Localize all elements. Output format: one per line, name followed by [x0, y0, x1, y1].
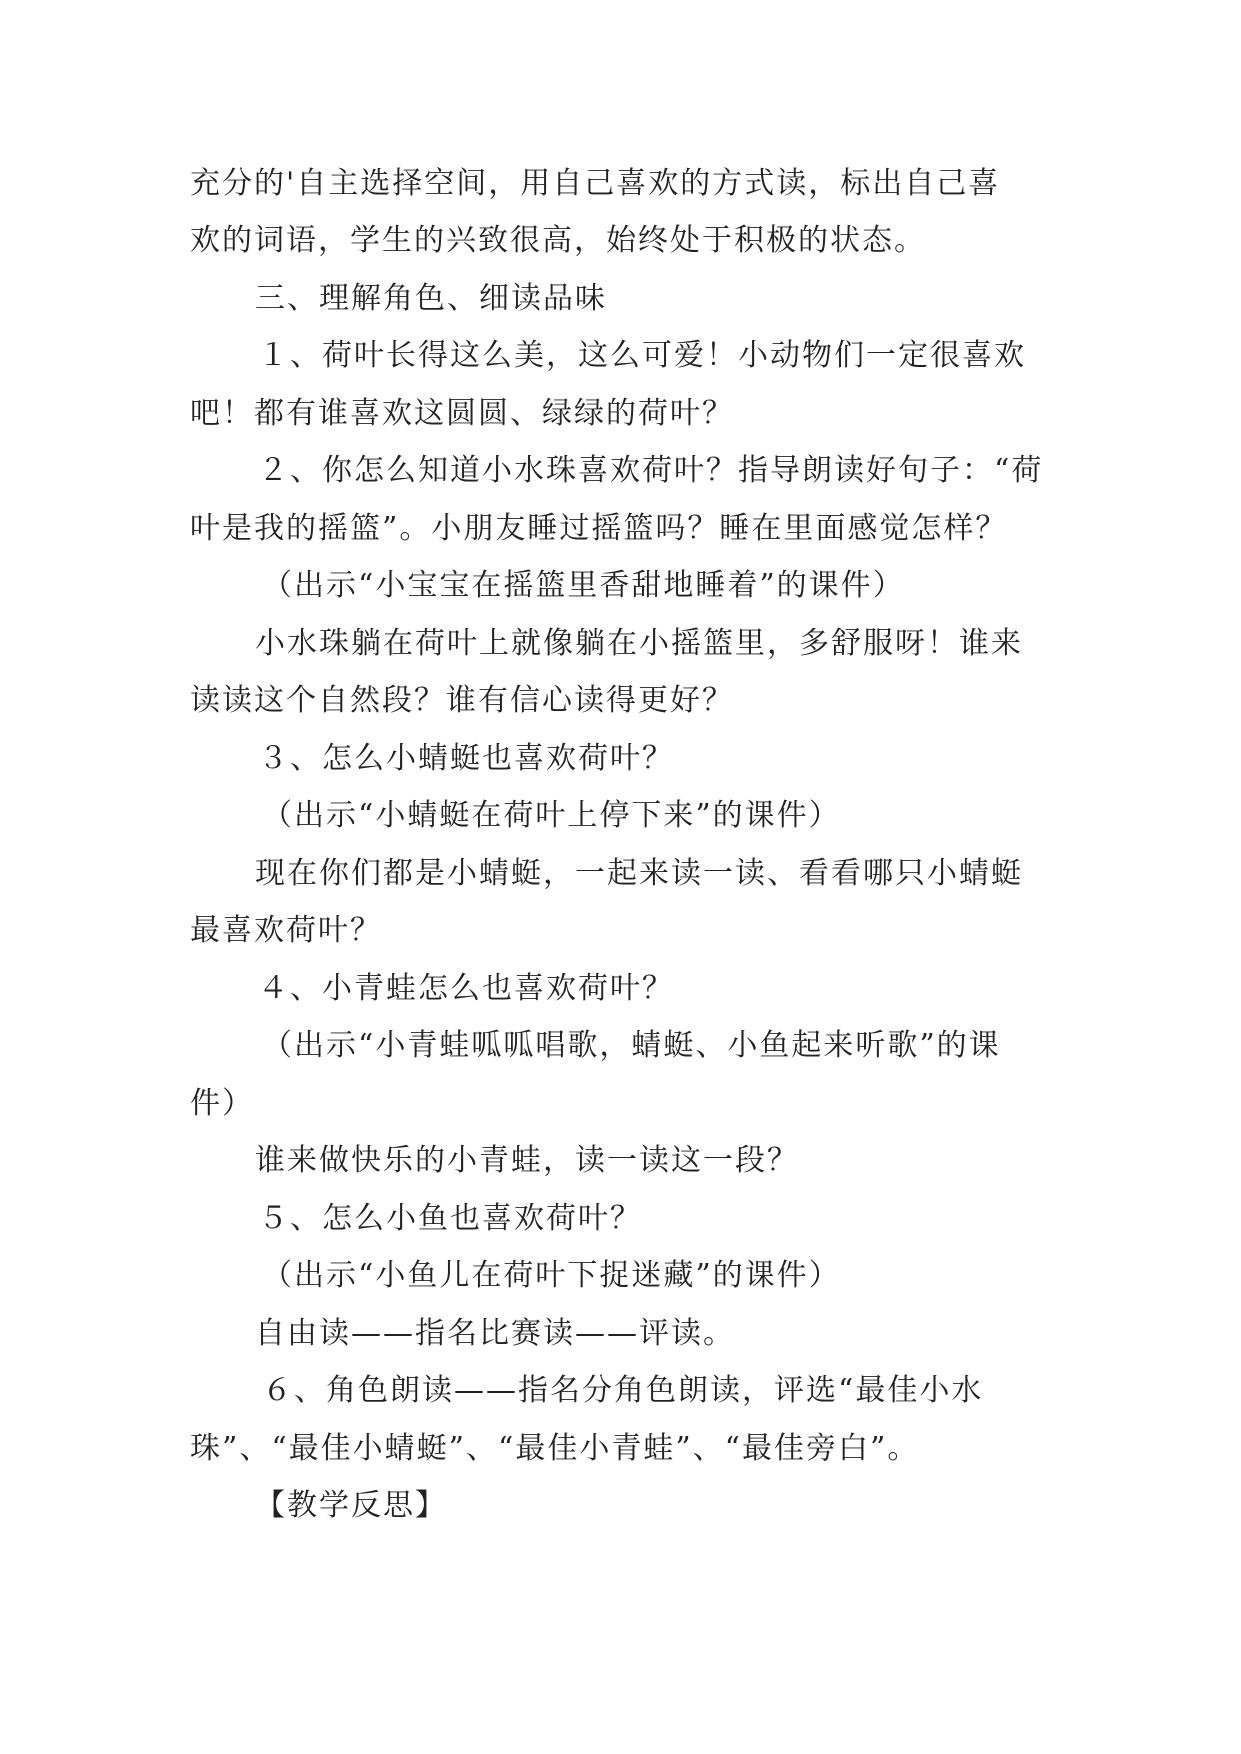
paragraph-line: 叶是我的摇篮”。小朋友睡过摇篮吗？睡在里面感觉怎样？	[190, 511, 1008, 546]
paragraph-line: 最喜欢荷叶？	[190, 913, 382, 948]
paragraph-line: ２、你怎么知道小水珠喜欢荷叶？指导朗读好句子：“荷	[258, 453, 1044, 488]
paragraph-line: １、荷叶长得这么美，这么可爱！小动物们一定很喜欢	[258, 338, 1026, 373]
paragraph-line: 件）	[190, 1086, 254, 1121]
paragraph-line: （出示“小宝宝在摇篮里香甜地睡着”的课件）	[262, 568, 905, 603]
section-heading: 【教学反思】	[255, 1488, 447, 1523]
paragraph-line: （出示“小青蛙呱呱唱歌，蜻蜓、小鱼起来听歌”的课	[262, 1028, 1001, 1063]
paragraph-line: ３、怎么小蜻蜓也喜欢荷叶？	[258, 741, 674, 776]
paragraph-line: 珠”、“最佳小蜻蜓”、“最佳小青蛙”、“最佳旁白”。	[190, 1431, 920, 1466]
paragraph-line: （出示“小鱼儿在荷叶下捉迷藏”的课件）	[262, 1258, 841, 1293]
paragraph-line: 小水珠躺在荷叶上就像躺在小摇篮里，多舒服呀！谁来	[255, 626, 1023, 661]
paragraph-line: ５、怎么小鱼也喜欢荷叶？	[258, 1201, 642, 1236]
paragraph-line: 现在你们都是小蜻蜓，一起来读一读、看看哪只小蜻蜓	[255, 856, 1023, 891]
paragraph-line: 欢的词语，学生的兴致很高，始终处于积极的状态。	[190, 223, 926, 258]
paragraph-line: ６、角色朗读——指名分角色朗读，评选“最佳小水	[262, 1373, 984, 1408]
section-heading: 三、理解角色、细读品味	[255, 281, 607, 316]
paragraph-line: 谁来做快乐的小青蛙，读一读这一段？	[255, 1143, 799, 1178]
paragraph-line: （出示“小蜻蜓在荷叶上停下来”的课件）	[262, 798, 841, 833]
paragraph-line: ４、小青蛙怎么也喜欢荷叶？	[258, 971, 674, 1006]
paragraph-line: 吧！都有谁喜欢这圆圆、绿绿的荷叶？	[190, 396, 734, 431]
paragraph-line: 自由读——指名比赛读——评读。	[255, 1316, 735, 1351]
paragraph-line: 读读这个自然段？谁有信心读得更好？	[190, 683, 734, 718]
paragraph-line: 充分的'自主选择空间，用自己喜欢的方式读，标出自己喜	[190, 166, 1001, 201]
